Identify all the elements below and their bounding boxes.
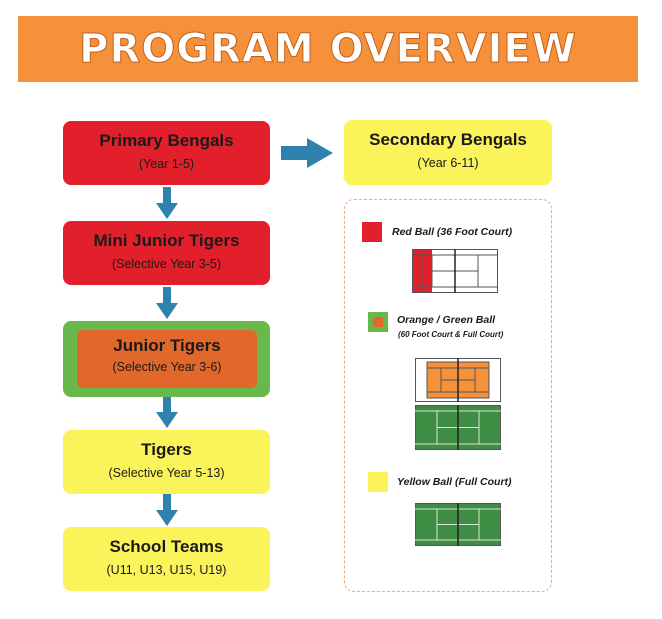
green-court-icon (415, 405, 501, 450)
yellow-court-icon (415, 503, 501, 546)
red-court-icon (412, 249, 498, 293)
down-arrow-icon (156, 494, 178, 527)
yellow-ball-swatch (368, 472, 388, 492)
junior-tigers-box (77, 330, 257, 388)
school-teams-title: School Teams (109, 537, 224, 556)
school-teams-years: (U11, U13, U15, U19) (106, 563, 227, 577)
mini-junior-tigers-box (63, 221, 270, 285)
tigers-years: (Selective Year 5-13) (108, 466, 225, 480)
primary-bengals-box (63, 121, 270, 185)
tigers-box (63, 430, 270, 494)
header-banner (18, 16, 638, 82)
primary-bengals-title: Primary Bengals (99, 131, 234, 150)
secondary-bengals-years: (Year 6-11) (417, 156, 479, 170)
secondary-bengals-box (344, 120, 552, 185)
yellow-ball-label: Yellow Ball (Full Court) (397, 476, 512, 488)
orange-green-ball-swatch-inner (373, 317, 383, 327)
orange-green-ball-label: Orange / Green Ball (397, 314, 496, 326)
red-ball-swatch (362, 222, 382, 242)
down-arrow-icon (156, 287, 178, 320)
primary-bengals-years: (Year 1-5) (138, 157, 195, 171)
down-arrow-icon (156, 397, 178, 429)
right-arrow-icon (281, 138, 333, 168)
red-ball-label: Red Ball (36 Foot Court) (392, 226, 513, 238)
mini-junior-tigers-years: (Selective Year 3-5) (111, 257, 222, 271)
junior-tigers-years: (Selective Year 3-6) (112, 360, 222, 374)
tigers-title: Tigers (141, 440, 192, 459)
secondary-bengals-title: Secondary Bengals (369, 130, 527, 149)
page-title: PROGRAM OVERVIEW (79, 26, 577, 72)
junior-tigers-title: Junior Tigers (113, 336, 221, 355)
down-arrow-icon (156, 187, 178, 220)
orange-green-ball-sublabel: (60 Foot Court & Full Court) (398, 330, 504, 339)
orange-court-icon (415, 358, 501, 402)
school-teams-box (63, 527, 270, 591)
mini-junior-tigers-title: Mini Junior Tigers (93, 231, 240, 250)
